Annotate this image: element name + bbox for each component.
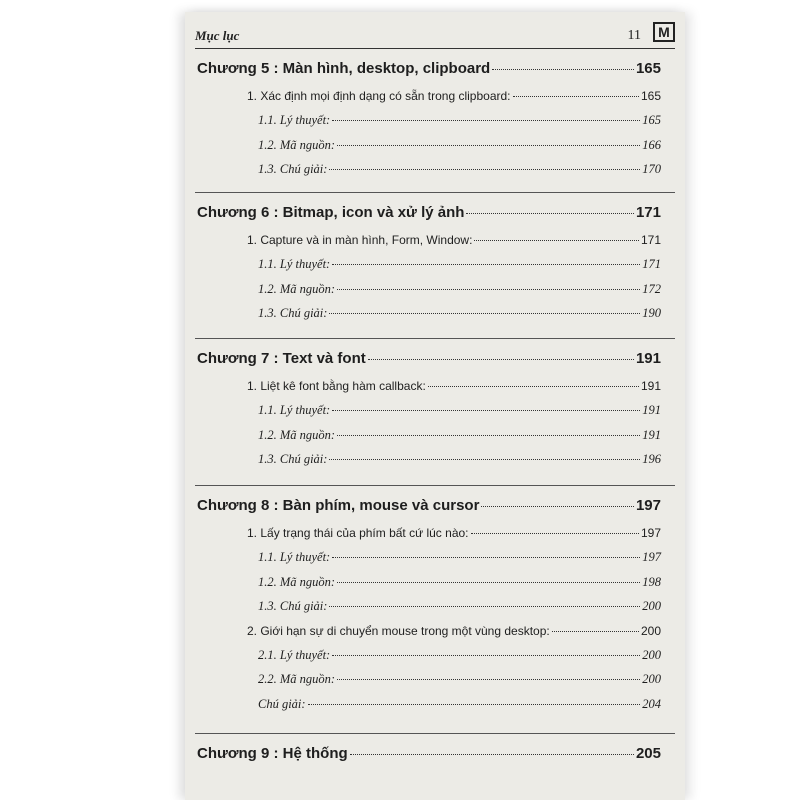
subsection-entry[interactable]	[258, 672, 661, 687]
dot-leader	[332, 655, 640, 656]
subsection-entry[interactable]	[258, 452, 661, 467]
dot-leader	[337, 679, 640, 680]
subsection-entry[interactable]	[258, 282, 661, 297]
entry-page: 200	[640, 623, 661, 638]
dot-leader	[329, 459, 640, 460]
subsection-entry[interactable]	[258, 428, 661, 443]
entry-page: 200	[642, 648, 661, 662]
dot-leader	[337, 582, 640, 583]
entry-label: 1.1. Lý thuyết:	[258, 113, 331, 128]
dot-leader	[471, 533, 639, 534]
entry-page: 170	[642, 162, 661, 177]
dot-leader	[337, 289, 640, 290]
header-page-number: 11	[627, 28, 641, 43]
dot-leader	[552, 631, 639, 632]
entry-page: 166	[642, 137, 661, 152]
chapter-page: 191	[635, 350, 661, 367]
subsection-entry[interactable]	[258, 113, 661, 128]
entry-page: 197	[642, 550, 661, 565]
entry-page: 191	[642, 427, 661, 442]
chapter-title: Chương 7 : Text và font	[197, 350, 366, 367]
entry-label: 1.2. Mã nguồn:	[258, 281, 336, 296]
entry-label: 1.3. Chú giải:	[258, 452, 328, 467]
entry-page: 197	[640, 526, 661, 540]
entry-page: 171	[642, 257, 661, 272]
entry-label: 1. Lấy trạng thái của phím bất cứ lúc nào:	[247, 526, 469, 540]
entry-page: 165	[642, 113, 661, 128]
subsection-entry[interactable]	[258, 162, 661, 177]
chapter-entry[interactable]	[197, 745, 661, 762]
entry-label: 1.2. Mã nguồn:	[258, 427, 336, 442]
chapter-page: 205	[635, 745, 661, 762]
dot-leader	[350, 754, 634, 755]
dot-leader	[513, 96, 639, 97]
entry-page: 190	[642, 306, 661, 321]
dot-leader	[474, 240, 639, 241]
chapter-entry[interactable]	[197, 60, 661, 77]
dot-leader	[332, 264, 640, 265]
entry-page: 196	[642, 452, 661, 467]
chapter-entry[interactable]	[197, 350, 661, 367]
dot-leader	[329, 606, 640, 607]
chapter-title: Chương 8 : Bàn phím, mouse và cursor	[197, 497, 480, 514]
dot-leader	[329, 313, 640, 314]
entry-label: 1. Xác định mọi định dạng có sẵn trong clipboard:	[247, 89, 511, 103]
dot-leader	[332, 410, 640, 411]
entry-page: 191	[640, 379, 661, 393]
chapter-separator	[195, 485, 675, 486]
subsection-entry[interactable]	[258, 599, 661, 614]
section-entry[interactable]	[247, 526, 661, 540]
chapter-page: 171	[635, 204, 661, 221]
entry-label: 1.2. Mã nguồn:	[258, 137, 336, 152]
section-entry[interactable]	[247, 89, 661, 103]
chapter-separator	[195, 192, 675, 193]
subsection-entry[interactable]	[258, 550, 661, 565]
entry-page: 171	[640, 233, 661, 247]
dot-leader	[332, 120, 640, 121]
entry-label: 1.3. Chú giải:	[258, 306, 328, 321]
entry-label: 1. Capture và in màn hình, Form, Window:	[247, 233, 473, 247]
page-header	[195, 26, 675, 49]
dot-leader	[337, 435, 640, 436]
dot-leader	[308, 704, 641, 705]
entry-label: 2.2. Mã nguồn:	[258, 672, 336, 687]
dot-leader	[492, 69, 634, 70]
dot-leader	[481, 506, 634, 507]
entry-label: 1.3. Chú giải:	[258, 599, 328, 614]
chapter-title: Chương 6 : Bitmap, icon và xử lý ảnh	[197, 204, 465, 221]
chapter-title: Chương 5 : Màn hình, desktop, clipboard	[197, 60, 491, 77]
entry-label: 1.1. Lý thuyết:	[258, 257, 331, 272]
dot-leader	[332, 557, 640, 558]
section-entry[interactable]	[247, 379, 661, 393]
entry-label: 1. Liệt kê font bằng hàm callback:	[247, 379, 426, 393]
chapter-separator	[195, 338, 675, 339]
chapter-entry[interactable]	[197, 204, 661, 221]
entry-page: 204	[642, 696, 661, 711]
subsection-entry[interactable]	[258, 257, 661, 272]
chapter-page: 197	[635, 497, 661, 514]
dot-leader	[329, 169, 640, 170]
chapter-title: Chương 9 : Hệ thống	[197, 745, 348, 762]
subsection-entry[interactable]	[258, 648, 661, 663]
subsection-entry[interactable]	[258, 306, 661, 321]
section-entry[interactable]	[247, 624, 661, 638]
entry-label: 1.2. Mã nguồn:	[258, 574, 336, 589]
dot-leader	[368, 359, 634, 360]
header-section-title: Mục lục	[195, 28, 240, 43]
publisher-logo-icon: M	[653, 22, 675, 42]
subsection-entry[interactable]	[258, 575, 661, 590]
entry-page: 191	[642, 403, 661, 418]
subsection-entry[interactable]	[258, 138, 661, 153]
entry-label: 1.1. Lý thuyết:	[258, 403, 331, 418]
subsection-entry[interactable]	[258, 697, 661, 712]
chapter-entry[interactable]	[197, 497, 661, 514]
section-entry[interactable]	[247, 233, 661, 247]
entry-page: 200	[642, 672, 661, 687]
entry-page: 200	[642, 599, 661, 614]
entry-label: 2. Giới hạn sự di chuyển mouse trong một vùng desktop:	[247, 623, 550, 638]
entry-label: Chú giải:	[258, 696, 306, 711]
chapter-separator	[195, 733, 675, 734]
dot-leader	[466, 213, 634, 214]
entry-page: 172	[642, 281, 661, 296]
dot-leader	[337, 145, 640, 146]
entry-page: 165	[640, 89, 661, 103]
dot-leader	[428, 386, 639, 387]
entry-label: 1.3. Chú giải:	[258, 162, 328, 177]
subsection-entry[interactable]	[258, 403, 661, 418]
chapter-page: 165	[635, 60, 661, 77]
entry-label: 1.1. Lý thuyết:	[258, 550, 331, 565]
entry-page: 198	[642, 574, 661, 589]
entry-label: 2.1. Lý thuyết:	[258, 648, 331, 662]
